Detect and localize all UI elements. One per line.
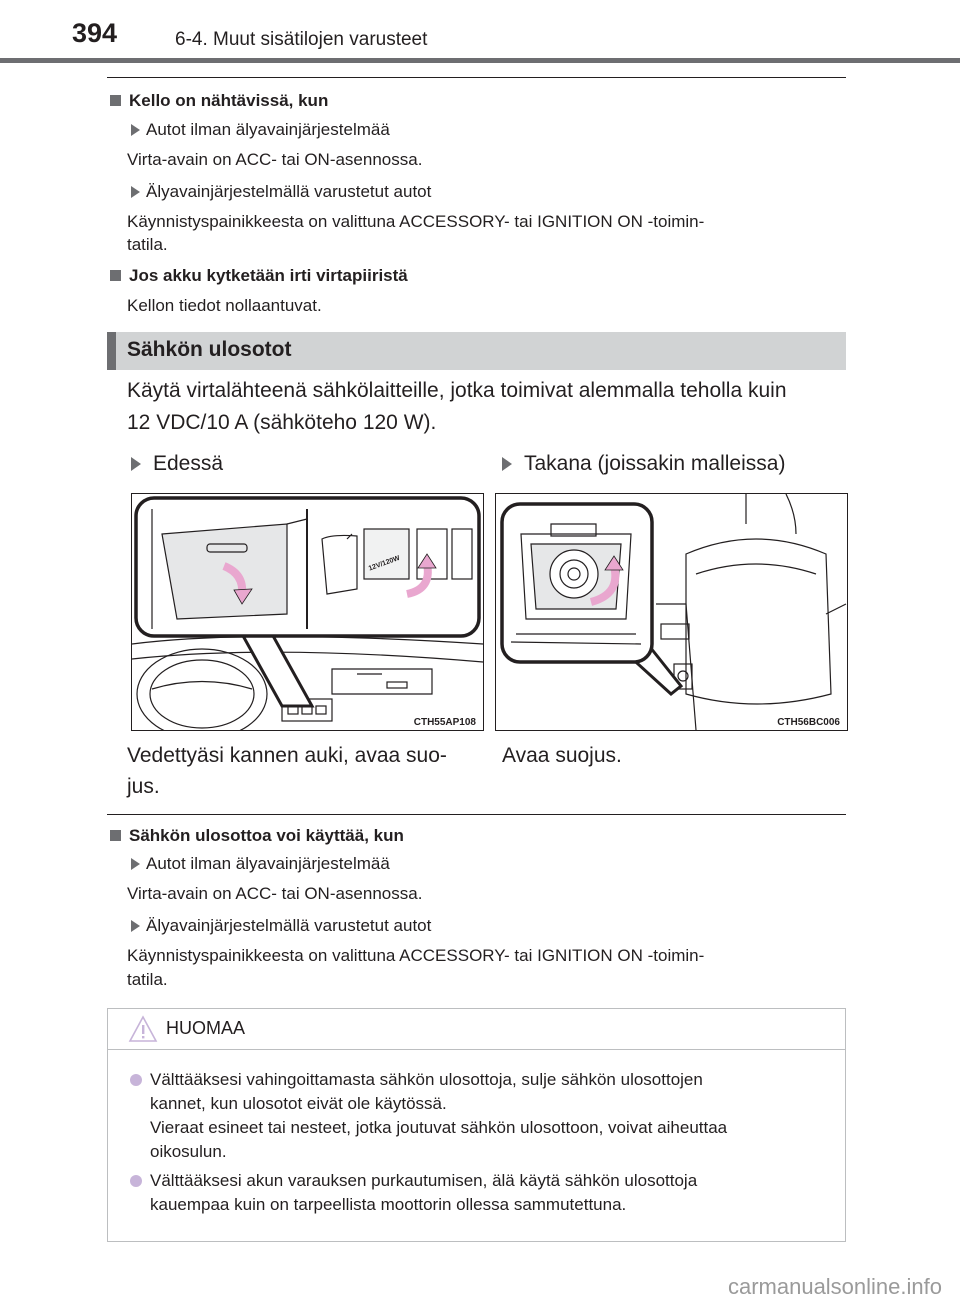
front-outlet-figure xyxy=(131,493,484,731)
usage-item1-text: Virta-avain on ACC- tai ON-asennossa. xyxy=(127,884,423,903)
outlet-voltage-label: 12V/120W xyxy=(367,554,401,573)
clock-item2-label-text: Älyavainjärjestelmällä varustetut autot xyxy=(146,182,432,201)
notice-item-1 xyxy=(130,1068,836,1164)
section-banner xyxy=(107,332,846,370)
outlets-intro-line2: 12 VDC/10 A (sähköteho 120 W). xyxy=(127,411,437,434)
rear-outlet-illustration xyxy=(496,494,847,730)
usage-heading-text: Sähkön ulosottoa voi käyttää, kun xyxy=(129,826,404,845)
usage-item1-label-text: Autot ilman älyavainjärjestelmää xyxy=(146,854,390,873)
rear-caption: Avaa suojus. xyxy=(502,744,622,767)
section-divider xyxy=(107,814,846,815)
triangle-bullet-icon xyxy=(131,186,140,198)
section-title: 6-4. Muut sisätilojen varusteet xyxy=(175,29,428,50)
watermark: carmanualsonline.info xyxy=(727,1274,942,1299)
usage-item2-label-text: Älyavainjärjestelmällä varustetut autot xyxy=(146,916,432,935)
battery-text: Kellon tiedot nollaantuvat. xyxy=(127,296,322,315)
triangle-bullet-icon xyxy=(131,858,140,870)
section-divider xyxy=(107,77,846,78)
banner-title: Sähkön ulosotot xyxy=(127,338,292,361)
rear-outlet-figure xyxy=(495,493,848,731)
square-bullet-icon xyxy=(110,270,121,281)
front-label-text: Edessä xyxy=(153,452,224,475)
outlets-intro-line1: Käytä virtalähteenä sähkölaitteille, jotka toimivat alemmalla teholla kuin xyxy=(127,379,787,402)
triangle-bullet-icon xyxy=(131,124,140,136)
usage-item2-label xyxy=(131,914,431,938)
triangle-bullet-icon xyxy=(131,457,141,471)
square-bullet-icon xyxy=(110,95,121,106)
notice-item2-line1: Välttääksesi akun varauksen purkautumisen, älä käytä sähkön ulosottoja xyxy=(150,1171,698,1190)
rear-figure-code: CTH56BC006 xyxy=(777,717,840,728)
round-bullet-icon xyxy=(130,1175,142,1187)
banner-accent-bar xyxy=(107,332,116,370)
notice-title: HUOMAA xyxy=(166,1018,246,1038)
notice-separator xyxy=(108,1049,845,1050)
front-outlet-illustration xyxy=(132,494,483,730)
square-bullet-icon xyxy=(110,830,121,841)
front-label xyxy=(131,448,223,480)
triangle-bullet-icon xyxy=(131,920,140,932)
clock-item1-text: Virta-avain on ACC- tai ON-asennossa. xyxy=(127,150,423,169)
header-rule xyxy=(0,58,960,63)
notice-item1-line3: Vieraat esineet tai nesteet, jotka joutuvat sähkön ulosottoon, voivat aiheuttaa xyxy=(150,1118,728,1137)
usage-heading xyxy=(110,826,404,846)
clock-item2-text-line2: tatila. xyxy=(127,235,168,254)
battery-heading-text: Jos akku kytketään irti virtapiiristä xyxy=(129,266,408,285)
clock-heading-text: Kello on nähtävissä, kun xyxy=(129,91,329,110)
front-caption-line2: jus. xyxy=(127,775,160,798)
round-bullet-icon xyxy=(130,1074,142,1086)
notice-item1-line1: Välttääksesi vahingoittamasta sähkön ulosottoja, sulje sähkön ulosottojen xyxy=(150,1070,703,1089)
notice-item2-line2: kauempaa kuin on tarpeellista moottorin ollessa sammutettuna. xyxy=(150,1195,627,1214)
notice-item1-line4: oikosulun. xyxy=(150,1142,227,1161)
warning-triangle-icon xyxy=(128,1015,158,1043)
clock-item2-label xyxy=(131,180,431,204)
notice-item-2 xyxy=(130,1169,836,1217)
front-caption-line1: Vedettyäsi kannen auki, avaa suo- xyxy=(127,744,447,767)
notice-item1-line2: kannet, kun ulosotot eivät ole käytössä. xyxy=(150,1094,447,1113)
rear-label xyxy=(502,448,785,480)
clock-heading xyxy=(110,91,328,111)
clock-item2-text-line1: Käynnistyspainikkeesta on valittuna ACCESSORY- tai IGNITION ON -toimin- xyxy=(127,212,705,231)
page-number: 394 xyxy=(72,18,118,48)
triangle-bullet-icon xyxy=(502,457,512,471)
usage-item2-text-line2: tatila. xyxy=(127,970,168,989)
clock-item1-label xyxy=(131,118,390,142)
rear-label-text: Takana (joissakin malleissa) xyxy=(524,452,786,475)
usage-item1-label xyxy=(131,852,390,876)
notice-box xyxy=(107,1008,846,1242)
clock-item1-label-text: Autot ilman älyavainjärjestelmää xyxy=(146,120,390,139)
usage-item2-text-line1: Käynnistyspainikkeesta on valittuna ACCESSORY- tai IGNITION ON -toimin- xyxy=(127,946,705,965)
front-figure-code: CTH55AP108 xyxy=(413,717,476,728)
battery-heading xyxy=(110,266,408,286)
